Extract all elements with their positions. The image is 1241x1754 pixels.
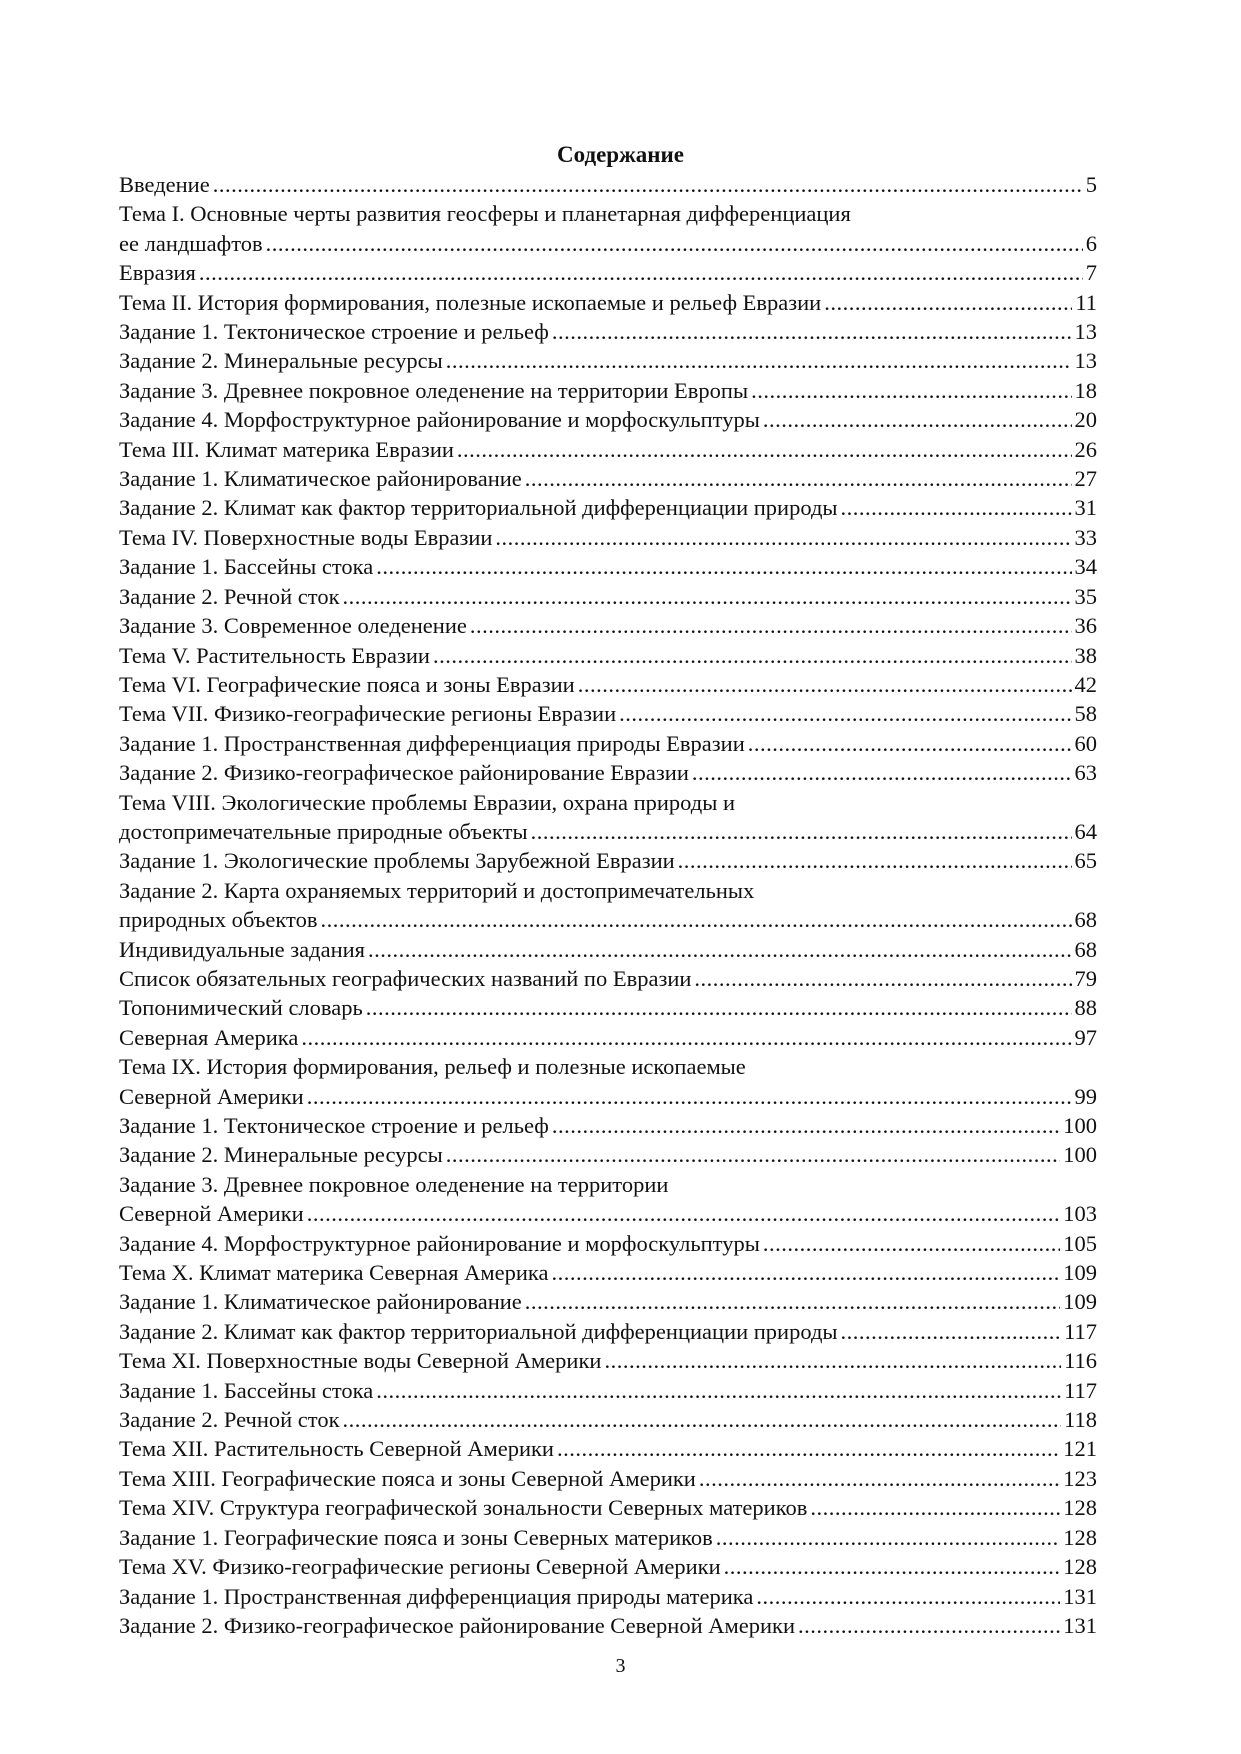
toc-entry-page: 117: [1064, 1318, 1097, 1344]
toc-entry[interactable]: [119, 346, 1097, 375]
toc-entry-line: [119, 1229, 1097, 1258]
toc-entry-line: [119, 611, 1097, 640]
dot-leader: [824, 288, 1072, 317]
toc-entry-title: Северной Америки: [119, 1201, 304, 1227]
dot-leader: [841, 1317, 1062, 1346]
toc-entry-title: достопримечательные природные объекты: [119, 818, 528, 844]
toc-entry-page: 27: [1074, 466, 1097, 492]
toc-entry[interactable]: [119, 1582, 1097, 1611]
toc-entry-page: 131: [1063, 1583, 1097, 1609]
page-title: Содержание: [557, 142, 684, 167]
dot-leader: [841, 493, 1072, 522]
toc-entry-line: [119, 1111, 1097, 1140]
toc-entry[interactable]: [119, 1052, 1097, 1111]
dot-leader: [619, 699, 1071, 728]
toc-entry-title: Введение: [119, 172, 210, 197]
dot-leader: [692, 758, 1072, 787]
toc-entry-title: Тема XIII. Географические пояса и зоны Северной Америки: [119, 1465, 696, 1491]
toc-entry-line: [119, 1082, 1097, 1111]
toc-entry-line: [119, 1376, 1097, 1405]
toc-entry-title: Тема IX. История формирования, рельеф и полезные ископаемые: [119, 1054, 746, 1080]
toc-entry-page: 128: [1063, 1554, 1097, 1580]
toc-entry[interactable]: [119, 552, 1097, 581]
toc-entry[interactable]: [119, 582, 1097, 611]
toc-entry-title: Индивидуальные задания: [119, 936, 366, 962]
dot-leader: [763, 405, 1072, 434]
toc-entry-line: [119, 170, 1097, 199]
toc-entry[interactable]: [119, 729, 1097, 758]
dot-leader: [199, 258, 1083, 287]
toc-entry[interactable]: [119, 670, 1097, 699]
toc-entry-line: [119, 1140, 1097, 1169]
toc-entry-title: Северная Америка: [119, 1024, 299, 1050]
toc-entry-line: [119, 670, 1097, 699]
dot-leader: [301, 1023, 1071, 1052]
toc-entry-page: 65: [1074, 848, 1097, 874]
toc-entry-title: природных объектов: [119, 907, 318, 933]
toc-entry-line: [119, 1287, 1097, 1316]
dot-leader: [446, 1140, 1061, 1169]
dot-leader: [716, 1523, 1060, 1552]
toc-entry-page: 121: [1063, 1436, 1097, 1462]
toc-entry-title: Тема II. История формирования, полезные ископаемые и рельеф Евразии: [119, 289, 822, 315]
toc-entry-page: 100: [1063, 1142, 1097, 1168]
toc-entry-page: 117: [1064, 1377, 1097, 1403]
toc-entry-title: Тема VI. Географические пояса и зоны Евразии: [119, 671, 575, 697]
toc-entry-title: Задание 1. Климатическое районирование: [119, 1289, 522, 1315]
toc-entry-title: Тема XV. Физико-географические регионы Северной Америки: [119, 1554, 721, 1580]
toc-entry-title: Список обязательных географических названий по Евразии: [119, 965, 692, 991]
toc-entry-title: Топонимический словарь: [119, 995, 363, 1021]
toc-entry-page: 88: [1074, 995, 1097, 1021]
dot-leader: [376, 552, 1071, 581]
toc-entry-line: [119, 1258, 1097, 1287]
toc-entry[interactable]: [119, 1229, 1097, 1258]
toc-entry[interactable]: [119, 846, 1097, 875]
toc-entry-title: Тема VIII. Экологические проблемы Евразии, охрана природы и: [119, 789, 736, 815]
toc-entry-line: [119, 317, 1097, 346]
toc-entry-title: Тема V. Растительность Евразии: [119, 642, 430, 668]
dot-leader: [751, 376, 1071, 405]
toc-entry[interactable]: [119, 1434, 1097, 1463]
toc-entry-line: [119, 552, 1097, 581]
toc-entry[interactable]: [119, 1140, 1097, 1169]
dot-leader: [578, 670, 1072, 699]
dot-leader: [531, 817, 1072, 846]
toc-entry-page: 11: [1075, 289, 1097, 315]
toc-entry[interactable]: [119, 199, 1097, 258]
toc-entry-page: 131: [1063, 1612, 1097, 1638]
toc-entry-title: Задание 4. Морфоструктурное районирование и морфоскульптуры: [119, 407, 760, 433]
toc-entry-line: [119, 1552, 1097, 1581]
toc-entry-page: 58: [1074, 701, 1097, 727]
dot-leader: [366, 993, 1072, 1022]
toc-entry-page: 7: [1085, 260, 1097, 286]
toc-entry[interactable]: [119, 876, 1097, 935]
toc-entry-page: 109: [1063, 1289, 1097, 1315]
toc-entry-page: 36: [1074, 613, 1097, 639]
toc-entry-title: Задание 1. Экологические проблемы Зарубежной Евразии: [119, 848, 675, 874]
page-number: 3: [615, 1655, 626, 1677]
toc-entry-line: [119, 1493, 1097, 1522]
toc-entry-line: [119, 229, 1097, 258]
toc-entry-title: Задание 4. Морфоструктурное районирование и морфоскульптуры: [119, 1230, 760, 1256]
toc-entry-title: Задание 1. Климатическое районирование: [119, 466, 522, 492]
toc-entry-title: Задание 1. Бассейны стока: [119, 1377, 374, 1403]
dot-leader: [810, 1493, 1060, 1522]
toc-entry-page: 68: [1074, 936, 1097, 962]
dot-leader: [307, 1199, 1061, 1228]
toc-entry-line: [119, 405, 1097, 434]
toc-entry-page: 99: [1074, 1083, 1097, 1109]
toc-entry[interactable]: [119, 1258, 1097, 1287]
toc-entry-line: [119, 435, 1097, 464]
toc-entry-line: [119, 376, 1097, 405]
toc-entry[interactable]: [119, 1405, 1097, 1434]
toc-entry-page: 6: [1085, 230, 1097, 256]
toc-entry-page: 13: [1074, 319, 1097, 345]
toc-entry-page: 79: [1074, 965, 1097, 991]
toc-entry-page: 33: [1074, 524, 1097, 550]
table-of-contents: [119, 170, 1097, 1640]
toc-entry[interactable]: [119, 611, 1097, 640]
dot-leader: [307, 1082, 1072, 1111]
toc-entry-line: [119, 582, 1097, 611]
dot-leader: [551, 1258, 1060, 1287]
toc-entry-line: [119, 1199, 1097, 1228]
dot-leader: [213, 170, 1083, 199]
toc-entry-line: [119, 493, 1097, 522]
dot-leader: [266, 229, 1083, 258]
dot-leader: [376, 1376, 1061, 1405]
toc-entry-line: [119, 1346, 1097, 1375]
toc-entry-line: [119, 1582, 1097, 1611]
toc-entry-line: [119, 258, 1097, 287]
dot-leader: [470, 611, 1072, 640]
toc-entry-line: [119, 1023, 1097, 1052]
toc-entry[interactable]: [119, 964, 1097, 993]
toc-entry-page: 20: [1074, 407, 1097, 433]
toc-entry-title: Задание 3. Древнее покровное оледенение на территории Европы: [119, 377, 749, 403]
toc-entry-title: Тема XI. Поверхностные воды Северной Америки: [119, 1348, 602, 1374]
toc-entry-page: 42: [1074, 671, 1097, 697]
toc-entry-line: [119, 1405, 1097, 1434]
toc-entry-line: [119, 1523, 1097, 1552]
toc-entry-page: 100: [1063, 1113, 1097, 1138]
toc-entry-page: 109: [1063, 1260, 1097, 1286]
toc-entry-title: Задание 2. Минеральные ресурсы: [119, 1142, 443, 1168]
dot-leader: [525, 464, 1072, 493]
toc-entry-title: Тема X. Климат материка Северная Америка: [119, 1260, 549, 1286]
toc-entry-title: ее ландшафтов: [119, 230, 263, 256]
toc-entry-page: 116: [1064, 1348, 1097, 1374]
toc-entry-page: 103: [1063, 1201, 1097, 1227]
toc-entry-title: Задание 1. Тектоническое строение и рельеф: [119, 319, 549, 345]
toc-entry[interactable]: [119, 1552, 1097, 1581]
toc-entry[interactable]: [119, 1170, 1097, 1229]
toc-entry-line: [119, 964, 1097, 993]
toc-entry-title: Тема IV. Поверхностные воды Евразии: [119, 524, 493, 550]
toc-entry-line: [119, 1052, 1097, 1081]
dot-leader: [604, 1346, 1061, 1375]
toc-entry-title: Тема VII. Физико-географические регионы Евразии: [119, 701, 617, 727]
toc-entry[interactable]: [119, 993, 1097, 1022]
toc-entry[interactable]: [119, 376, 1097, 405]
toc-entry-title: Тема XIV. Структура географической зональности Северных материков: [119, 1495, 808, 1521]
toc-entry-page: 64: [1074, 818, 1097, 844]
toc-entry-page: 118: [1064, 1407, 1097, 1433]
toc-entry-title: Задание 2. Минеральные ресурсы: [119, 348, 443, 374]
toc-entry[interactable]: [119, 1464, 1097, 1493]
toc-entry-title: Задание 2. Климат как фактор территориальной дифференциации природы: [119, 1318, 838, 1344]
toc-entry-page: 68: [1074, 907, 1097, 933]
toc-entry[interactable]: [119, 523, 1097, 552]
dot-leader: [343, 582, 1072, 611]
dot-leader: [552, 1111, 1060, 1140]
toc-entry[interactable]: [119, 788, 1097, 847]
toc-entry[interactable]: [119, 317, 1097, 346]
toc-entry-page: 123: [1063, 1465, 1097, 1491]
toc-entry[interactable]: [119, 1523, 1097, 1552]
dot-leader: [724, 1552, 1061, 1581]
toc-entry-line: [119, 699, 1097, 728]
toc-entry[interactable]: [119, 170, 1097, 199]
dot-leader: [368, 935, 1071, 964]
toc-entry-page: 31: [1074, 495, 1097, 521]
dot-leader: [525, 1287, 1060, 1316]
dot-leader: [343, 1405, 1062, 1434]
toc-entry-page: 34: [1074, 554, 1097, 580]
dot-leader: [557, 1434, 1060, 1463]
dot-leader: [699, 1464, 1060, 1493]
toc-entry-page: 105: [1063, 1230, 1097, 1256]
toc-entry-page: 128: [1063, 1495, 1097, 1521]
dot-leader: [798, 1611, 1060, 1640]
toc-entry-line: [119, 788, 1097, 817]
dot-leader: [552, 317, 1072, 346]
dot-leader: [678, 846, 1072, 875]
toc-entry[interactable]: [119, 1317, 1097, 1346]
dot-leader: [446, 346, 1072, 375]
toc-entry-page: 60: [1074, 730, 1097, 756]
toc-entry-line: [119, 346, 1097, 375]
toc-entry[interactable]: [119, 1287, 1097, 1316]
dot-leader: [320, 905, 1071, 934]
toc-entry-line: [119, 905, 1097, 934]
toc-entry-title: Тема I. Основные черты развития геосферы и планетарная дифференциация: [119, 201, 851, 227]
toc-entry-page: 63: [1074, 760, 1097, 786]
toc-entry-title: Задание 1. Географические пояса и зоны Северных материков: [119, 1524, 713, 1550]
toc-entry-line: [119, 464, 1097, 493]
dot-leader: [694, 964, 1071, 993]
toc-entry[interactable]: [119, 758, 1097, 787]
toc-entry-title: Задание 2. Речной сток: [119, 583, 340, 609]
toc-entry-title: Задание 3. Древнее покровное оледенение на территории: [119, 1171, 669, 1197]
toc-entry[interactable]: [119, 405, 1097, 434]
toc-entry-title: Задание 2. Физико-географическое районирование Северной Америки: [119, 1612, 795, 1638]
toc-entry-title: Задание 1. Бассейны стока: [119, 554, 374, 580]
toc-entry-line: [119, 876, 1097, 905]
toc-entry-title: Задание 2. Физико-географическое районирование Евразии: [119, 760, 689, 786]
dot-leader: [756, 1582, 1060, 1611]
toc-entry[interactable]: [119, 435, 1097, 464]
toc-entry-line: [119, 817, 1097, 846]
toc-entry[interactable]: [119, 1346, 1097, 1375]
dot-leader: [763, 1229, 1060, 1258]
toc-entry-page: 5: [1085, 172, 1097, 197]
toc-entry-title: Задание 1. Тектоническое строение и рельеф: [119, 1113, 549, 1138]
toc-entry[interactable]: [119, 493, 1097, 522]
dot-leader: [457, 435, 1072, 464]
toc-entry-line: [119, 1611, 1097, 1640]
toc-entry-line: [119, 1170, 1097, 1199]
toc-entry[interactable]: [119, 935, 1097, 964]
toc-entry-line: [119, 199, 1097, 228]
toc-entry-page: 35: [1074, 583, 1097, 609]
toc-entry-title: Северной Америки: [119, 1083, 304, 1109]
toc-entry[interactable]: [119, 464, 1097, 493]
toc-entry[interactable]: [119, 699, 1097, 728]
toc-entry-page: 38: [1074, 642, 1097, 668]
toc-entry-title: Тема XII. Растительность Северной Америки: [119, 1436, 554, 1462]
toc-entry-line: [119, 729, 1097, 758]
toc-entry-line: [119, 1434, 1097, 1463]
dot-leader: [748, 729, 1072, 758]
toc-entry[interactable]: [119, 288, 1097, 317]
toc-entry-title: Задание 1. Пространственная дифференциация природы материка: [119, 1583, 754, 1609]
toc-entry[interactable]: [119, 258, 1097, 287]
toc-entry[interactable]: [119, 1023, 1097, 1052]
toc-entry-title: Задание 2. Климат как фактор территориальной дифференциации природы: [119, 495, 838, 521]
toc-entry[interactable]: [119, 1611, 1097, 1640]
toc-entry[interactable]: [119, 1111, 1097, 1140]
toc-entry-line: [119, 523, 1097, 552]
toc-entry-page: 128: [1063, 1524, 1097, 1550]
dot-leader: [495, 523, 1071, 552]
toc-entry-title: Задание 3. Современное оледенение: [119, 613, 467, 639]
toc-entry-line: [119, 288, 1097, 317]
toc-entry-line: [119, 1464, 1097, 1493]
toc-entry-line: [119, 993, 1097, 1022]
toc-entry-line: [119, 758, 1097, 787]
toc-entry-title: Задание 1. Пространственная дифференциация природы Евразии: [119, 730, 745, 756]
toc-entry[interactable]: [119, 1376, 1097, 1405]
toc-entry-line: [119, 1317, 1097, 1346]
toc-entry-line: [119, 935, 1097, 964]
toc-entry-page: 13: [1074, 348, 1097, 374]
toc-entry-line: [119, 846, 1097, 875]
toc-entry-title: Задание 2. Речной сток: [119, 1407, 340, 1433]
toc-entry-page: 26: [1074, 436, 1097, 462]
toc-entry-page: 97: [1074, 1024, 1097, 1050]
toc-entry[interactable]: [119, 641, 1097, 670]
toc-entry-page: 18: [1074, 377, 1097, 403]
toc-entry-title: Евразия: [119, 260, 196, 286]
dot-leader: [433, 641, 1072, 670]
toc-entry-title: Тема III. Климат материка Евразии: [119, 436, 454, 462]
toc-entry-line: [119, 641, 1097, 670]
toc-entry-title: Задание 2. Карта охраняемых территорий и достопримечательных: [119, 877, 755, 903]
toc-entry[interactable]: [119, 1493, 1097, 1522]
